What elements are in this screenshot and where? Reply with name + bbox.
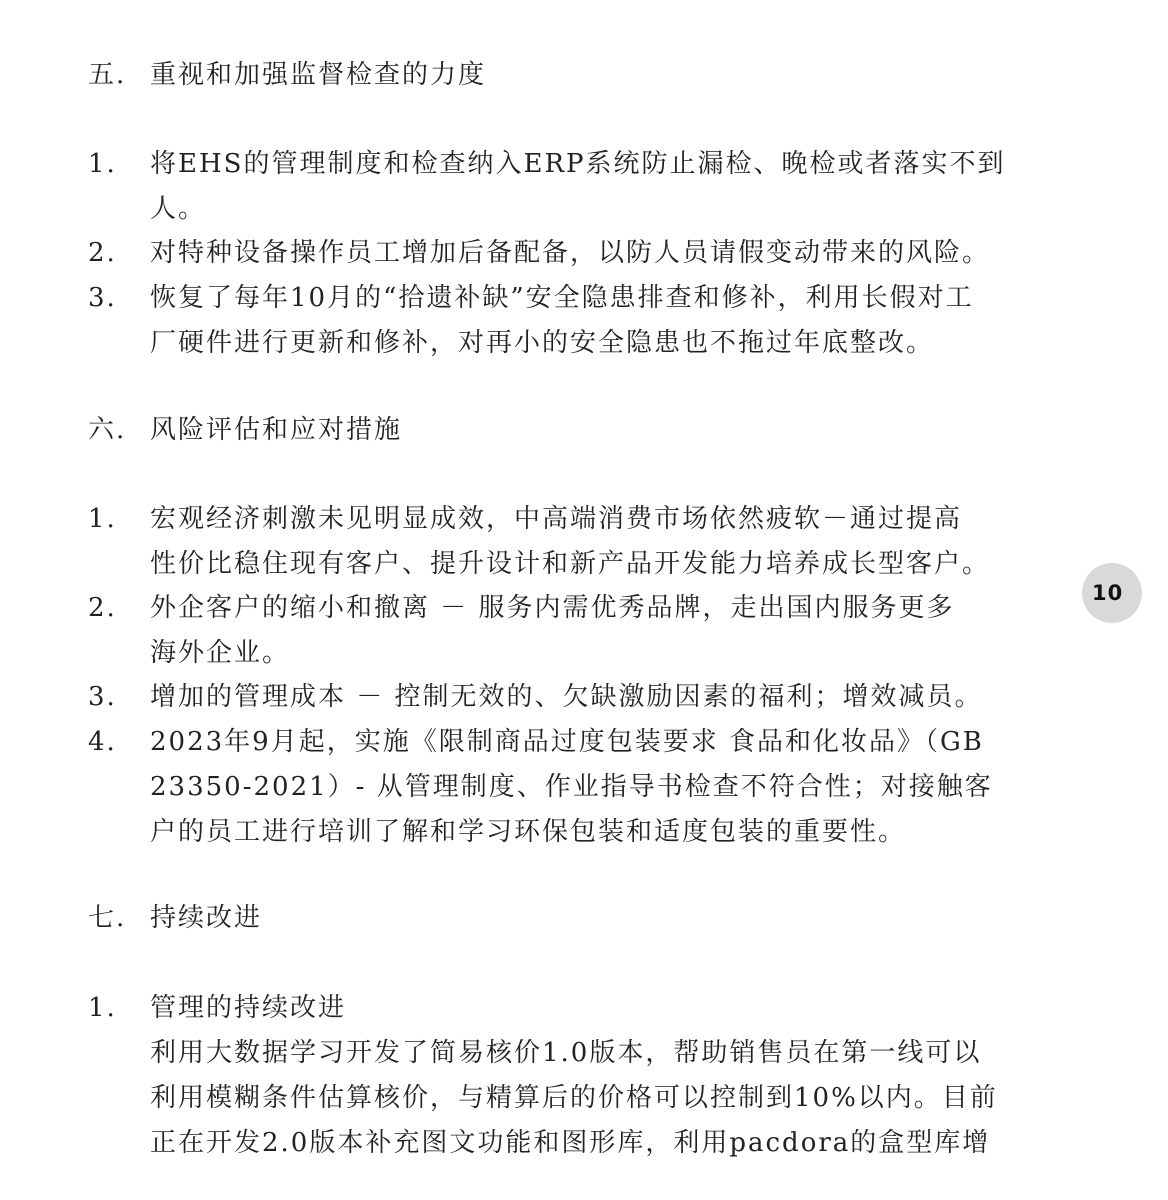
- section-heading-5: [88, 60, 486, 90]
- section-title: 持续改进: [150, 903, 263, 933]
- page-number-badge: [1082, 563, 1142, 623]
- list-item: [88, 497, 991, 587]
- item-line: 恢复了每年10月的“拾遗补缺”安全隐患排查和修补，利用长假对工: [150, 283, 974, 313]
- item-text: [150, 586, 980, 676]
- item-number: 4.: [88, 727, 117, 757]
- item-text: [150, 276, 980, 366]
- section-title: 重视和加强监督检查的力度: [150, 60, 487, 90]
- item-number: 2.: [88, 593, 117, 623]
- item-line: 正在开发2.0版本补充图文功能和图形库，利用pacdora的盒型库增: [150, 1128, 991, 1158]
- item-line: 海外企业。: [150, 638, 291, 668]
- list-item: [88, 231, 991, 276]
- list-item: [88, 142, 1006, 232]
- item-line: 2023年9月起，实施《限制商品过度包装要求 食品和化妆品》（GB: [150, 727, 984, 757]
- item-text: [150, 142, 1006, 232]
- section-title: 风险评估和应对措施: [150, 415, 403, 445]
- section-number: 六.: [88, 415, 127, 445]
- item-line: 宏观经济刺激未见明显成效，中高端消费市场依然疲软－通过提高: [150, 504, 963, 534]
- item-number: 2.: [88, 238, 117, 268]
- item-text: [150, 231, 991, 276]
- item-line: 厂硬件进行更新和修补，对再小的安全隐患也不拖过年底整改。: [150, 328, 935, 358]
- item-text: [150, 986, 998, 1166]
- item-line: 利用大数据学习开发了简易核价1.0版本，帮助销售员在第一线可以: [150, 1038, 982, 1068]
- item-text: [150, 497, 991, 587]
- section-number: 七.: [88, 903, 127, 933]
- item-line: 性价比稳住现有客户、提升设计和新产品开发能力培养成长型客户。: [150, 549, 991, 579]
- list-item: [88, 276, 988, 366]
- item-number: 1.: [88, 993, 117, 1023]
- item-line: 户的员工进行培训了解和学习环保包装和适度包装的重要性。: [150, 817, 907, 847]
- section-heading-7: [88, 903, 262, 933]
- item-line: 管理的持续改进: [150, 993, 347, 1023]
- section-heading-6: [88, 415, 402, 445]
- item-line: 对特种设备操作员工增加后备配备，以防人员请假变动带来的风险。: [150, 238, 991, 268]
- page-number: 10: [1092, 581, 1124, 605]
- section-number: 五.: [88, 60, 127, 90]
- item-line: 外企客户的缩小和撤离 － 服务内需优秀品牌，走出国内服务更多: [150, 593, 955, 623]
- item-number: 1.: [88, 504, 117, 534]
- item-line: 利用模糊条件估算核价，与精算后的价格可以控制到10%以内。目前: [150, 1083, 998, 1113]
- item-text: [150, 720, 993, 855]
- item-number: 3.: [88, 682, 117, 712]
- item-line: 将EHS的管理制度和检查纳入ERP系统防止漏检、晚检或者落实不到: [150, 149, 1006, 179]
- item-number: 3.: [88, 283, 117, 313]
- item-line: 23350-2021）- 从管理制度、作业指导书检查不符合性；对接触客: [150, 772, 993, 802]
- list-item: [88, 586, 988, 676]
- item-line: 增加的管理成本 － 控制无效的、欠缺激励因素的福利；增效减员。: [150, 682, 983, 712]
- list-item: [88, 720, 993, 855]
- list-item: [88, 986, 998, 1166]
- list-item: [88, 675, 988, 720]
- item-number: 1.: [88, 149, 117, 179]
- item-text: [150, 675, 983, 720]
- item-line: 人。: [150, 194, 207, 224]
